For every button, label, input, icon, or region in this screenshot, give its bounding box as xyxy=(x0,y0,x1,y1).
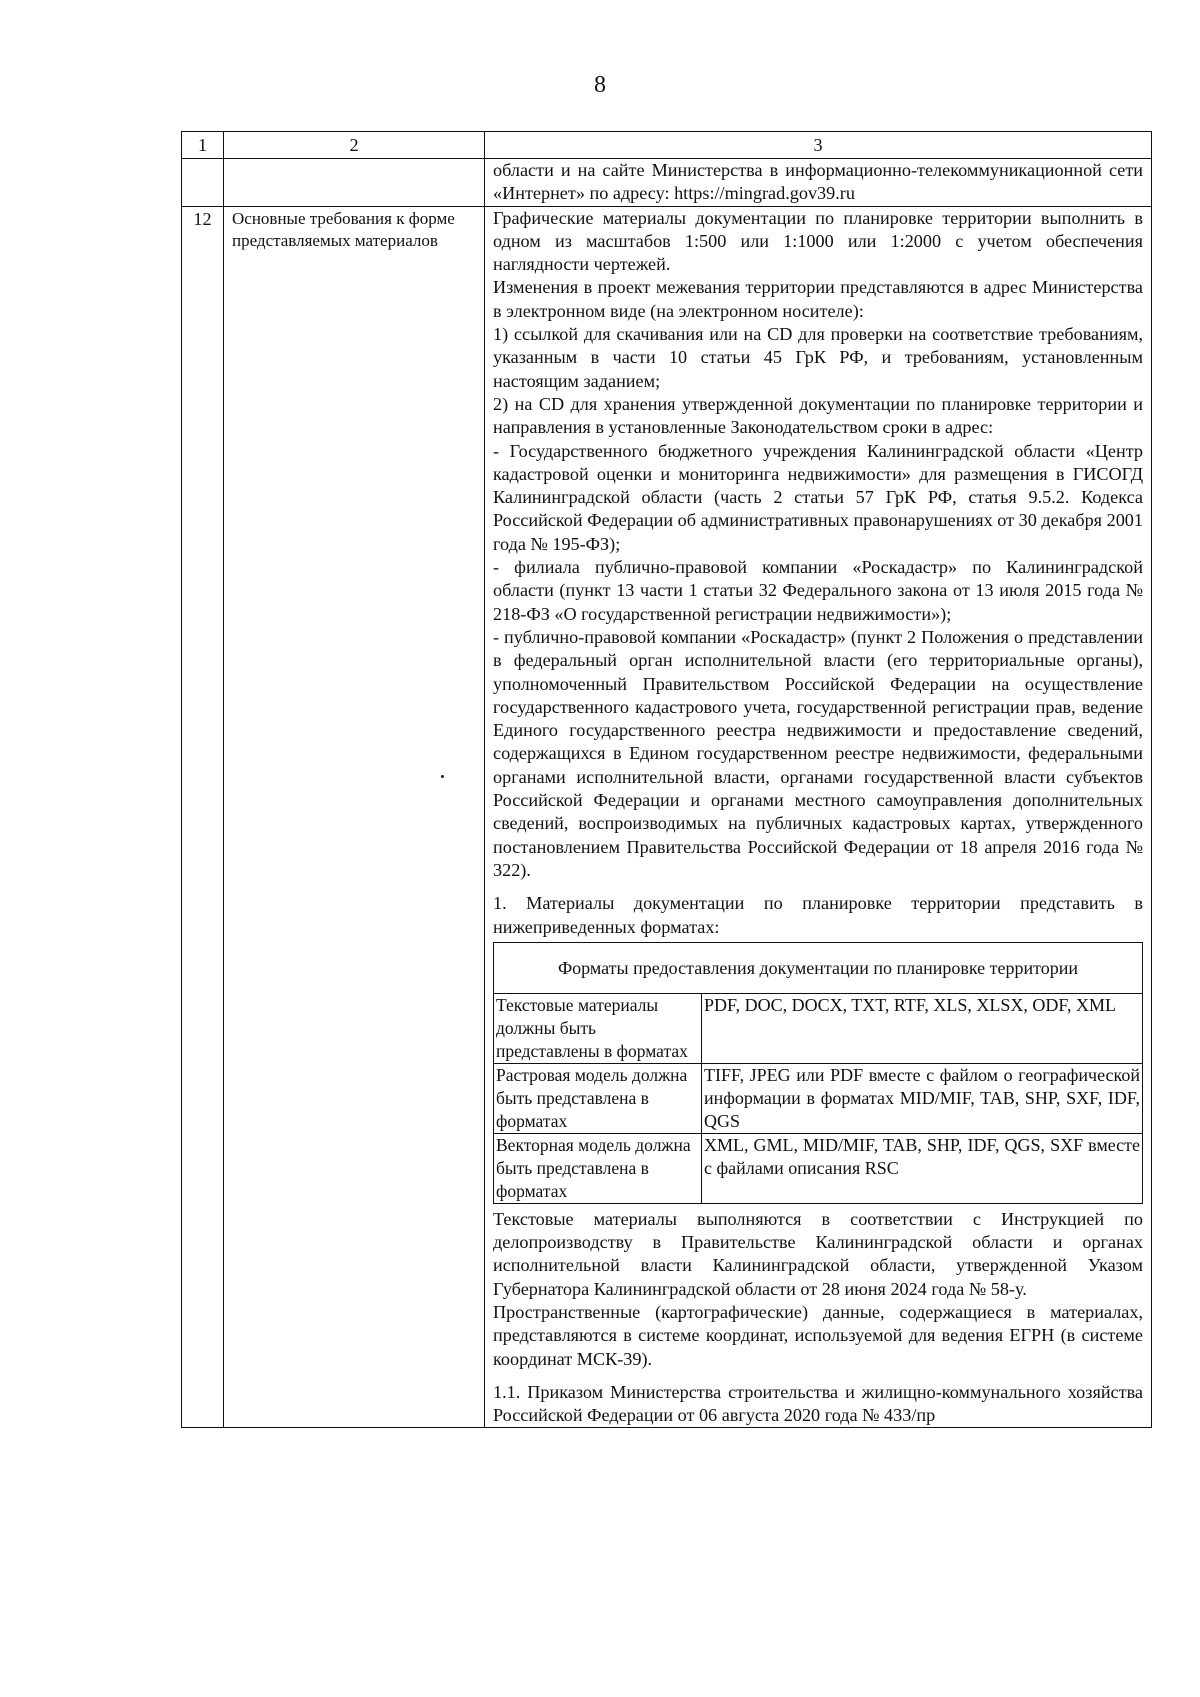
formats-table-row xyxy=(494,993,1143,1063)
format-type: Растровая модель должна быть представлена в форматах xyxy=(494,1063,702,1133)
continuation-number-cell xyxy=(182,159,224,207)
format-type: Векторная модель должна быть представлена в форматах xyxy=(494,1133,702,1203)
formats-table xyxy=(493,942,1143,1204)
formats-intro: 1. Материалы документации по планировке территории представить в нижеприведенных форматах: xyxy=(493,893,1143,937)
column-number-row xyxy=(182,132,1152,159)
continuation-label-cell xyxy=(224,159,485,207)
row-label: Основные требования к форме представляемых материалов xyxy=(224,206,485,1428)
paragraph-item-1: 1) ссылкой для скачивания или на CD для проверки на соответствие требованиям, указанным в части 10 статьи 45 ГрК РФ, и требованиям, установленным настоящим заданием; xyxy=(493,324,1143,391)
row-number: 12 xyxy=(182,206,224,1428)
formats-table-row xyxy=(494,1063,1143,1133)
format-list: XML, GML, MID/MIF, TAB, SHP, IDF, QGS, SXF вместе с файлами описания RSC xyxy=(702,1133,1143,1203)
continuation-text-cell xyxy=(485,159,1152,207)
formats-table-title: Форматы предоставления документации по планировке территории xyxy=(494,942,1143,993)
paragraph-recipient-roskadastr: - публично-правовой компании «Роскадастр» (пункт 2 Положения о представлении в федеральный орган исполнительной власти (его территориальные органы), уполномоченный Правительством Российской Федерации на осуществление государственного кадастрового учета, государственной регистрации прав, ведение Единого государственного реестра недвижимости и предоставление сведений, содержащихся в Едином государственном реестре недвижимости, федеральными органами исполнительной власти, органами государственной власти субъектов Российской Федерации и органами местного самоуправления дополнительных сведений, воспроизводимых на публичных кадастровых картах, утвержденного постановлением Правительства Российской Федерации от 18 апреля 2016 года № 322). xyxy=(493,626,1143,880)
paragraph-recipient-branch: - филиала публично-правовой компании «Роскадастр» по Калининградской области (пункт 13 части 1 статьи 32 Федерального закона от 13 июля 2015 года № 218-ФЗ «О государственной регистрации недвижимости»); xyxy=(493,557,1143,624)
requirement-row-12 xyxy=(182,206,1152,1428)
paragraph-order-1-1: 1.1. Приказом Министерства строительства и жилищно-коммунального хозяйства Российской Федерации от 06 августа 2020 года № 433/пр xyxy=(493,1381,1143,1426)
row-content xyxy=(485,206,1152,1428)
paragraph-recipient-gbu: - Государственного бюджетного учреждения Калининградской области «Центр кадастровой оценки и мониторинга недвижимости» для размещения в ГИСОГД Калининградской области (часть 2 статьи 57 ГрК РФ, статья 9.5.2. Кодекса Российской Федерации об административных правонарушениях от 30 декабря 2001 года № 195-ФЗ); xyxy=(493,440,1143,554)
formats-table-row xyxy=(494,1133,1143,1203)
page-number: 8 xyxy=(594,72,606,98)
paragraph-item-2: 2) на CD для хранения утвержденной документации по планировке территории и направления в установленные Законодательством сроки в адрес: xyxy=(493,393,1143,438)
format-list: TIFF, JPEG или PDF вместе с файлом о географической информации в форматах MID/MIF, TAB, SHP, SXF, IDF, QGS xyxy=(702,1063,1143,1133)
paragraph-text-instruction: Текстовые материалы выполняются в соответствии с Инструкцией по делопроизводству в Правительстве Калининградской области и органах исполнительной власти Калининградской области, утвержденной Указом Губернатора Калининградской области от 28 июня 2024 года № 58-у. xyxy=(493,1208,1143,1299)
paragraph-graphic-scale: Графические материалы документации по планировке территории выполнить в одном из масштабов 1:500 или 1:1000 или 1:2000 с учетом обеспечения наглядности чертежей. xyxy=(493,207,1143,275)
paragraph-coordinate-system: Пространственные (картографические) данные, содержащиеся в материалах, представляются в системе координат, используемой для ведения ЕГРН (в системе координат МСК-39). xyxy=(493,1301,1143,1369)
continuation-text: области и на сайте Министерства в информационно-телекоммуникационной сети «Интернет» по адресу: https://mingrad.gov39.ru xyxy=(493,160,1143,204)
continuation-row xyxy=(182,159,1152,207)
requirements-table xyxy=(181,131,1152,1428)
column-number-1: 1 xyxy=(182,132,224,159)
format-list: PDF, DOC, DOCX, TXT, RTF, XLS, XLSX, ODF, XML xyxy=(702,993,1143,1063)
formats-table-title-row xyxy=(494,942,1143,993)
format-type: Текстовые материалы должны быть представлены в форматах xyxy=(494,993,702,1063)
column-number-3: 3 xyxy=(485,132,1152,159)
paragraph-electronic-form: Изменения в проект межевания территории представляются в адрес Министерства в электронном виде (на электронном носителе): xyxy=(493,277,1143,321)
column-number-2: 2 xyxy=(224,132,485,159)
